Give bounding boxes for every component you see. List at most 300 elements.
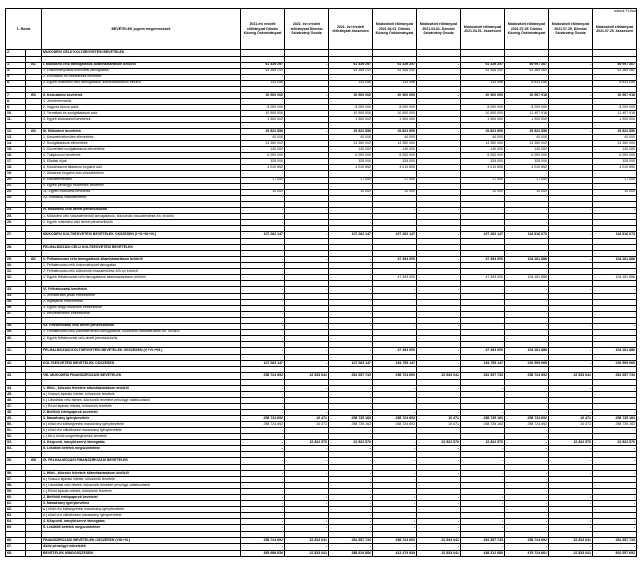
row-value-9: - (593, 335, 637, 341)
row-value-1: 140 000 (241, 147, 285, 153)
row-number: 44. (6, 385, 26, 391)
row-number: 7. (6, 92, 26, 98)
row-value-9: 104 181 886 (593, 347, 637, 354)
row-value-1: - (241, 410, 285, 416)
row-value-5: - (417, 287, 461, 293)
row-value-6: 17 000 (461, 177, 505, 183)
row-value-5 (417, 244, 461, 251)
row-value-9: 69 997 307 (593, 62, 637, 68)
row-number: 48. (6, 410, 26, 416)
row-value-3: - (329, 305, 373, 311)
row-value-3: 10 000 (329, 189, 373, 195)
row-value-3: - (329, 207, 373, 213)
row-value-6: - (461, 458, 505, 465)
row-value-1: - (241, 347, 285, 354)
row-description: 2. Egyéb felhalmozási célú átvett pénzeszközök (42, 335, 241, 341)
row-value-6: - (461, 385, 505, 391)
row-value-1: - (241, 263, 285, 269)
row-value-4: - (373, 98, 417, 104)
row-value-2: 10 471 (285, 416, 329, 422)
row-value-9: - (593, 195, 637, 201)
header-row (6, 9, 637, 50)
table-header (6, 9, 637, 50)
row-value-4: - (373, 404, 417, 410)
row-value-6: - (461, 207, 505, 213)
row-value-9: 25 822 850 (593, 129, 637, 135)
row-number: 54. (6, 446, 26, 452)
row-number: 45. (6, 391, 26, 397)
row-value-4: 258 724 692 (373, 373, 417, 380)
row-number: 14. (6, 141, 26, 147)
row-description: 2. Belföldi értékpapírok bevételei (42, 495, 241, 501)
row-value-3: 22 822 570 (329, 440, 373, 446)
row-number: 33. (6, 287, 26, 293)
row-value-4: - (373, 507, 417, 513)
row-value-5: - (417, 92, 461, 98)
header-col-4: Módosított előirányzat 2021.04.01. Dömös Község Önkormányzat (373, 9, 417, 50)
row-value-9: - (593, 495, 637, 501)
row-code: B2 (26, 257, 42, 263)
row-value-4: - (373, 299, 417, 305)
row-number: 53. (6, 440, 26, 446)
row-value-7: 8 633 056 (505, 80, 549, 86)
row-description: 8. Kamatbevételek (42, 177, 241, 183)
row-value-5: - (417, 525, 461, 531)
row-value-2: - (285, 525, 329, 531)
row-value-7: 10 000 (505, 189, 549, 195)
row-value-6: - (461, 483, 505, 489)
row-value-3: - (329, 275, 373, 281)
row-value-7 (505, 50, 549, 57)
row-value-1: 133 056 (241, 80, 285, 86)
row-value-7: - (505, 171, 549, 177)
row-value-6: - (461, 397, 505, 403)
row-value-2: - (285, 360, 329, 367)
row-value-9: - (593, 391, 637, 397)
row-value-9: - (593, 263, 637, 269)
row-description: VIII. MŰKÖDÉSI FINANSZÍROZÁSI BEVÉTELEK (42, 373, 241, 380)
row-value-3: 107 262 147 (329, 360, 373, 367)
row-value-7: - (505, 483, 549, 489)
header-col-3: 2021. évi eredeti előirányzat összevont (329, 9, 373, 50)
row-value-3: 6 000 000 (329, 153, 373, 159)
row-value-9: - (593, 269, 637, 275)
row-description: 3. Egyéb felhalmozási célú támogatások államháztartáson belülről (42, 275, 241, 281)
row-number: 56. (6, 471, 26, 477)
row-value-8: - (549, 446, 593, 452)
row-value-4: - (373, 525, 417, 531)
row-description: 11. Egyéb működési bevételek (42, 189, 241, 195)
row-description: 1. Készletértékesítés ellenértéke (42, 135, 241, 141)
row-value-7: - (505, 507, 549, 513)
row-value-4: 25 822 850 (373, 129, 417, 135)
row-number: 39. (6, 329, 26, 335)
row-value-7: - (505, 458, 549, 465)
row-value-1: 258 724 692 (241, 422, 285, 428)
row-description: MŰKÖDÉSI KÖLTSÉGVETÉSI BEVÉTELEK ÖSSZESEN (I.+II.+III.+IV.) (42, 231, 241, 238)
row-number: 36. (6, 305, 26, 311)
row-code (26, 347, 42, 354)
row-value-1 (241, 50, 285, 57)
unit-note: adatok Ft-ban (613, 9, 636, 13)
row-description: V. Felhalmozási célú támogatások államháztartáson belülről (42, 257, 241, 263)
row-value-1: - (241, 98, 285, 104)
row-value-9: 17 000 (593, 177, 637, 183)
row-value-7: 104 181 886 (505, 347, 549, 354)
row-description: a.) előző évi költségvetési maradvány igénybevétele (42, 422, 241, 428)
row-description: FELHALMOZÁSI CÉLÚ KÖLTSÉGVETÉSI BEVÉTELEK (42, 244, 241, 251)
row-value-1: - (241, 257, 285, 263)
row-value-8: - (549, 129, 593, 135)
row-value-1: 258 724 692 (241, 537, 285, 544)
row-value-8: - (549, 458, 593, 465)
row-value-7: - (505, 446, 549, 452)
row-value-6: 40 000 (461, 135, 505, 141)
row-value-6: 6 000 000 (461, 153, 505, 159)
row-value-8: - (549, 287, 593, 293)
row-value-7: - (505, 299, 549, 305)
row-value-1: - (241, 458, 285, 465)
row-number: 19. (6, 171, 26, 177)
row-value-9: - (593, 525, 637, 531)
row-value-5: - (417, 495, 461, 501)
row-value-1: 17 000 (241, 177, 285, 183)
row-value-9: 281 557 733 (593, 537, 637, 544)
row-number: 35. (6, 299, 26, 305)
row-description: 7. Általános forgalmi adó visszatérítése (42, 171, 241, 177)
row-value-7: 25 822 850 (505, 129, 549, 135)
row-value-6: 14 350 000 (461, 141, 505, 147)
row-value-9: - (593, 513, 637, 519)
row-description: 9. Egyéb pénzügyi műveletek bevételei (42, 183, 241, 189)
row-number: 38. (6, 323, 26, 329)
row-value-6: 258 735 163 (461, 422, 505, 428)
row-value-9: 8 633 056 (593, 80, 637, 86)
row-code: B8 (26, 458, 42, 465)
row-description: Aktív pénzügyi műveletek (42, 544, 241, 551)
row-value-1: 107 262 147 (241, 360, 285, 367)
row-value-6: - (461, 293, 505, 299)
row-number: 24. (6, 207, 26, 213)
row-value-1: - (241, 335, 285, 341)
row-value-3: - (329, 269, 373, 275)
row-value-4: 47 493 000 (373, 275, 417, 281)
row-value-2: - (285, 544, 329, 551)
row-number: 50. (6, 422, 26, 428)
row-value-7: - (505, 501, 549, 507)
row-value-3: - (329, 544, 373, 551)
header-col-1: 2021.évi eredeti előirányzat Dömös Község Önkormányzat (241, 9, 285, 50)
row-value-3: - (329, 385, 373, 391)
row-value-3: - (329, 410, 373, 416)
row-value-6: - (461, 513, 505, 519)
row-value-1: 10 000 (241, 189, 285, 195)
row-value-8: - (549, 519, 593, 525)
row-value-6: 47 493 000 (461, 257, 505, 263)
header-col-7: Módosított előirányzat 2021.07.29. Dömös Község Önkormányzat (505, 9, 549, 50)
row-value-3: - (329, 74, 373, 80)
row-value-2: 22 833 041 (285, 550, 329, 557)
row-value-6: 1 500 000 (461, 117, 505, 123)
row-description: IX. FELHALMOZÁSI FINANSZÍROZÁSI BEVÉTELEK (42, 458, 241, 465)
row-value-3: - (329, 299, 373, 305)
row-value-7: - (505, 495, 549, 501)
row-value-3: - (329, 519, 373, 525)
row-value-9: 258 735 163 (593, 416, 637, 422)
row-value-3: 40 000 (329, 135, 373, 141)
row-value-9: - (593, 446, 637, 452)
row-value-3: 281 557 733 (329, 537, 373, 544)
row-value-7 (505, 244, 549, 251)
row-description: b.) előző évi vállalkozási maradvány igénybevétele (42, 513, 241, 519)
row-code (26, 231, 42, 238)
row-number: 12. (6, 129, 26, 135)
row-value-1: - (241, 287, 285, 293)
row-value-2: - (285, 207, 329, 213)
row-value-3 (329, 244, 373, 251)
row-value-4: - (373, 458, 417, 465)
row-value-3: - (329, 483, 373, 489)
row-description: 3. Egyéb tárgyi eszközök értékesítése (42, 305, 241, 311)
row-value-7: - (505, 269, 549, 275)
row-value-3: - (329, 495, 373, 501)
row-value-3: 388 819 880 (329, 550, 373, 557)
row-description: 2. Egyéb működési célú átvett pénzeszközök (42, 219, 241, 225)
row-value-6: - (461, 410, 505, 416)
header-col-8: Módosított előirányzat 2021.07.29. Dömösi Szivárvány Óvoda (549, 9, 593, 50)
row-number: 55. (6, 458, 26, 465)
row-value-4: 61 306 241 (373, 68, 417, 74)
row-value-1: - (241, 311, 285, 317)
row-value-6: 4 010 850 (461, 165, 505, 171)
row-value-4: 6 000 000 (373, 153, 417, 159)
row-value-7: - (505, 74, 549, 80)
row-value-3: - (329, 391, 373, 397)
row-description: 4. Tulajdonosi bevételek (42, 153, 241, 159)
row-value-9: - (593, 207, 637, 213)
row-value-1: - (241, 404, 285, 410)
row-value-7: - (505, 335, 549, 341)
row-number: 17. (6, 159, 26, 165)
row-value-1: - (241, 471, 285, 477)
row-value-9: - (593, 489, 637, 495)
row-value-4: 258 724 692 (373, 422, 417, 428)
row-value-9: 104 181 886 (593, 275, 637, 281)
row-value-6: 61 306 241 (461, 68, 505, 74)
row-value-6: - (461, 323, 505, 329)
row-number: 43. (6, 373, 26, 380)
row-value-6: - (461, 391, 505, 397)
row-value-7: - (505, 397, 549, 403)
row-value-2: - (285, 92, 329, 98)
row-value-1: 4 010 850 (241, 165, 285, 171)
row-number: 47. (6, 404, 26, 410)
row-value-1: - (241, 183, 285, 189)
row-value-3: - (329, 329, 373, 335)
row-value-1: - (241, 305, 285, 311)
row-description: c.) Rövid lejáratú hitelek, kölcsönök felvétele (42, 404, 241, 410)
row-value-2: - (285, 471, 329, 477)
row-number: 18. (6, 165, 26, 171)
row-value-2: - (285, 62, 329, 68)
row-value-1: 258 724 692 (241, 373, 285, 380)
row-value-6: - (461, 311, 505, 317)
row-value-7: - (505, 391, 549, 397)
row-value-5: - (417, 257, 461, 263)
row-number: 52. (6, 434, 26, 440)
row-value-6: - (461, 471, 505, 477)
row-value-5: - (417, 323, 461, 329)
row-value-2: 22 833 041 (285, 537, 329, 544)
row-value-4: - (373, 440, 417, 446)
row-number: 16. (6, 153, 26, 159)
row-value-7: 6 000 000 (505, 153, 549, 159)
row-value-7: 14 350 000 (505, 141, 549, 147)
row-code (26, 373, 42, 380)
row-value-8: - (549, 207, 593, 213)
row-value-8: - (549, 544, 593, 551)
row-description: 1. Működési célú visszatérítendő támogatások, kölcsönök visszatérülése Áh. kívülről (42, 213, 241, 219)
row-description: 1. Felhalmozási célú önkormányzati támogatás (42, 263, 241, 269)
row-value-8: - (549, 501, 593, 507)
row-description: 1. Önkormányzatok működési támogatása (42, 68, 241, 74)
row-value-3 (329, 50, 373, 57)
row-value-7: - (505, 544, 549, 551)
row-value-6: - (461, 269, 505, 275)
row-value-4: 325 000 (373, 159, 417, 165)
row-value-9: 4 010 850 (593, 165, 637, 171)
row-description: 4. Központi, irányítószervi támogatás (42, 440, 241, 446)
row-value-9 (593, 50, 637, 57)
row-value-4: - (373, 446, 417, 452)
row-value-9: 258 735 163 (593, 422, 637, 428)
row-value-1: 8 000 000 (241, 104, 285, 110)
row-description: 1. Immateriális javak értékesítése (42, 293, 241, 299)
row-value-4: - (373, 195, 417, 201)
row-number: 65. (6, 525, 26, 531)
row-value-4: 47 493 000 (373, 347, 417, 354)
row-value-8: - (549, 525, 593, 531)
row-number: 66. (6, 537, 26, 544)
row-value-4: 4 010 850 (373, 165, 417, 171)
row-value-1: 10 900 000 (241, 111, 285, 117)
row-value-4: 20 900 000 (373, 92, 417, 98)
row-description: c.) Áh-n belüli megelőlegezések bevétele (42, 434, 241, 440)
row-number: 20. (6, 177, 26, 183)
row-value-6: - (461, 305, 505, 311)
row-value-2: 22 822 570 (285, 440, 329, 446)
row-value-6: - (461, 74, 505, 80)
row-value-6 (461, 244, 505, 251)
row-number: 64. (6, 519, 26, 525)
row-value-7: - (505, 434, 549, 440)
row-code: B1 (26, 62, 42, 68)
row-value-7: 69 997 307 (505, 62, 549, 68)
row-number: 25. (6, 213, 26, 219)
row-value-1: 61 439 297 (241, 62, 285, 68)
row-value-4: - (373, 434, 417, 440)
row-value-7: 258 724 692 (505, 373, 549, 380)
row-value-1: - (241, 489, 285, 495)
row-value-4: 10 000 (373, 189, 417, 195)
row-number: 5. (6, 74, 26, 80)
row-value-5: 10 471 (417, 416, 461, 422)
row-description: IV. Működési célú átvett pénzeszközök (42, 207, 241, 213)
row-value-2 (285, 244, 329, 251)
row-value-7: 258 724 692 (505, 422, 549, 428)
row-value-1: 40 000 (241, 135, 285, 141)
row-value-4: 107 262 147 (373, 231, 417, 238)
row-description: FINANSZÍROZÁSI BEVÉTELEK ÖSSZESEN (VIII.+IX.) (42, 537, 241, 544)
row-value-4: - (373, 213, 417, 219)
row-value-2: - (285, 410, 329, 416)
row-value-7: - (505, 263, 549, 269)
row-description: VI. Felhalmozási bevételek (42, 287, 241, 293)
row-description: 2. Ingatlanok értékesítése (42, 299, 241, 305)
row-value-3: 14 350 000 (329, 141, 373, 147)
row-value-1: - (241, 219, 285, 225)
row-value-8: - (549, 410, 593, 416)
row-number: 60. (6, 495, 26, 501)
row-value-1: - (241, 477, 285, 483)
row-value-2: - (285, 287, 329, 293)
row-value-3: 10 900 000 (329, 111, 373, 117)
row-value-4: 413 479 839 (373, 550, 417, 557)
row-value-4: - (373, 183, 417, 189)
row-value-1 (241, 244, 285, 251)
row-value-4: - (373, 544, 417, 551)
row-value-6: 436 312 880 (461, 550, 505, 557)
row-value-9: - (593, 404, 637, 410)
row-value-1: 61 306 241 (241, 68, 285, 74)
row-value-2: - (285, 385, 329, 391)
row-value-7: 1 500 000 (505, 117, 549, 123)
row-value-6: 281 557 733 (461, 373, 505, 380)
row-number: 9. (6, 104, 26, 110)
row-value-7: - (505, 428, 549, 434)
row-value-5: 22 822 570 (417, 440, 461, 446)
row-number: 13. (6, 135, 26, 141)
row-value-1: - (241, 507, 285, 513)
row-value-4: - (373, 519, 417, 525)
row-value-6: - (461, 428, 505, 434)
row-code: B4 (26, 129, 42, 135)
row-value-9: - (593, 299, 637, 305)
row-number: 4. (6, 68, 26, 74)
row-value-4: - (373, 483, 417, 489)
row-value-6: 10 000 (461, 189, 505, 195)
row-description: 5. Lekötött betétek megszüntetése (42, 446, 241, 452)
row-value-3: - (329, 507, 373, 513)
row-value-5: - (417, 385, 461, 391)
row-number: 32. (6, 275, 26, 281)
row-value-7: - (505, 440, 549, 446)
row-value-7: 116 816 073 (505, 231, 549, 238)
table-row (6, 544, 637, 551)
row-value-6: - (461, 489, 505, 495)
row-value-1: 20 900 000 (241, 92, 285, 98)
table-row (6, 458, 637, 465)
row-description: VII. Felhalmozási célú átvett pénzeszközök (42, 323, 241, 329)
row-value-1: - (241, 329, 285, 335)
row-value-9: - (593, 410, 637, 416)
row-value-6: 47 493 000 (461, 275, 505, 281)
row-value-6: 22 822 570 (461, 440, 505, 446)
row-value-9: - (593, 219, 637, 225)
row-value-4: - (373, 287, 417, 293)
row-value-9: - (593, 305, 637, 311)
row-description: 2. Szolgáltatások ellenértéke (42, 141, 241, 147)
